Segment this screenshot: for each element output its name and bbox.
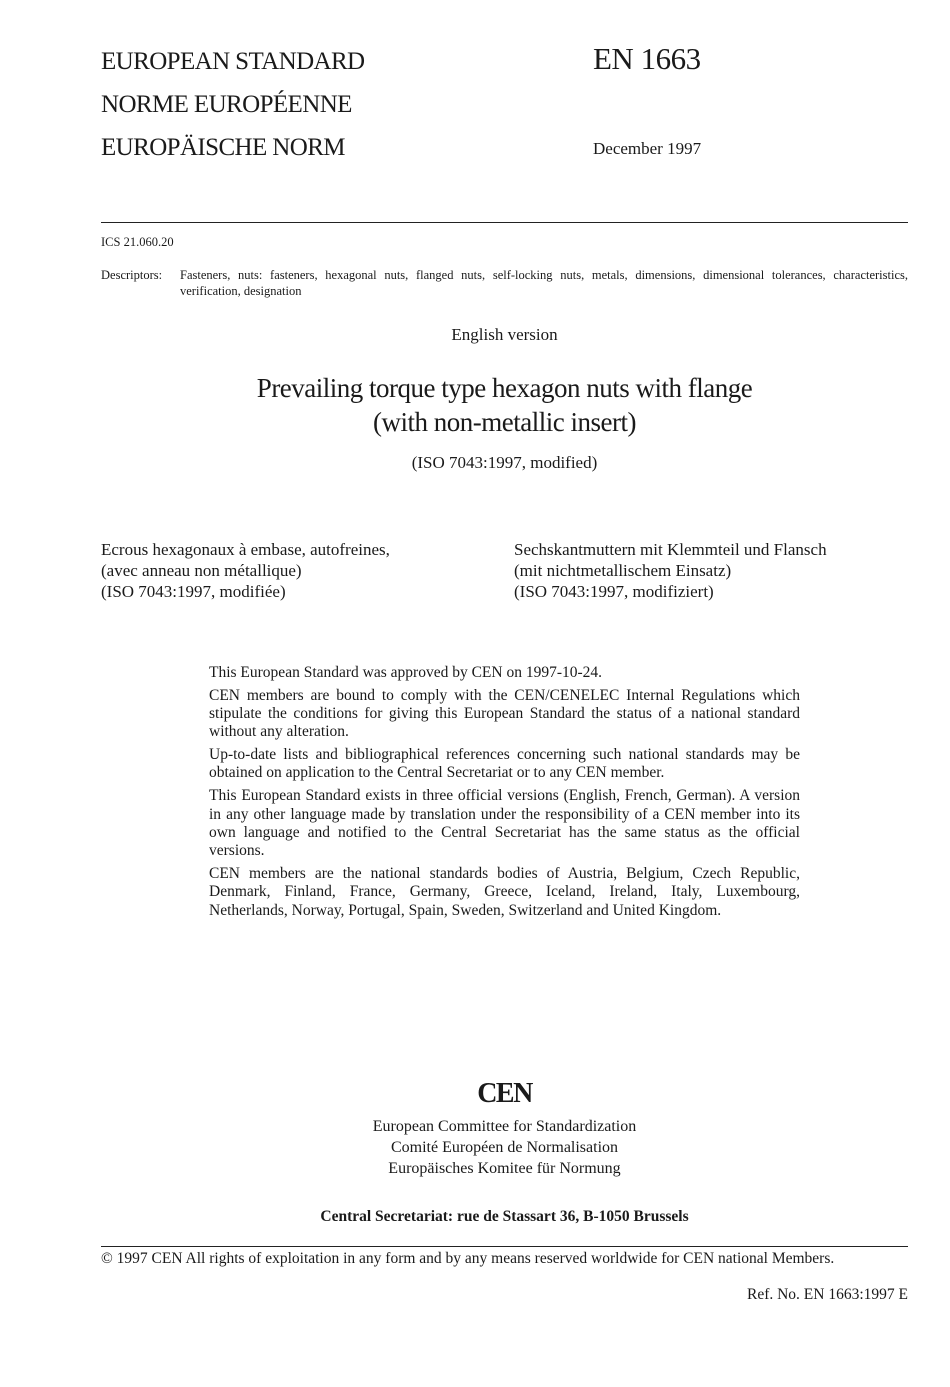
- title-line-2: (with non-metallic insert): [373, 407, 636, 437]
- body-paragraph: CEN members are bound to comply with the CEN/CENELEC Internal Regulations which stipulate the conditions for giving this European Standard the status of a national standard without any alteration.: [209, 686, 800, 741]
- french-title-line: (avec anneau non métallique): [101, 561, 302, 580]
- body-paragraph: CEN members are the national standards bodies of Austria, Belgium, Czech Republic, Denmark, Finland, France, Germany, Greece, Iceland, Ireland, Italy, Luxembourg, Netherlands, Norway, Portugal, Spain, Sweden, Switzerland and United Kingdom.: [209, 864, 800, 919]
- german-title-line: (ISO 7043:1997, modifiziert): [514, 582, 714, 601]
- cen-name-french: Comité Européen de Normalisation: [390, 1139, 619, 1156]
- reference-number: Ref. No. EN 1663:1997 E: [746, 1286, 908, 1303]
- cen-name-english: European Committee for Standardization: [372, 1118, 637, 1135]
- french-title-line: Ecrous hexagonaux à embase, autofreines,: [101, 540, 390, 559]
- approval-statement: [209, 664, 800, 924]
- descriptors-text: Fasteners, nuts: fasteners, hexagonal nuts, flanged nuts, self-locking nuts, metals, dimensions, dimensional tolerances, characteristics, verification, designation: [180, 268, 908, 298]
- standard-name-german: EUROPÄISCHE NORM: [101, 134, 345, 161]
- version-label: English version: [451, 325, 558, 344]
- german-title-line: (mit nichtmetallischem Einsatz): [514, 561, 732, 580]
- german-title: [514, 539, 827, 602]
- standard-name-french: NORME EUROPÉENNE: [101, 91, 352, 118]
- cen-name-german: Europäisches Komitee für Normung: [388, 1160, 621, 1177]
- title-line-1: Prevailing torque type hexagon nuts with flange: [256, 373, 753, 403]
- publication-date: December 1997: [593, 139, 702, 158]
- cen-logo: CEN: [477, 1078, 532, 1109]
- body-paragraph: This European Standard was approved by CEN on 1997-10-24.: [209, 664, 603, 681]
- french-title: [101, 539, 390, 602]
- descriptors-label: Descriptors:: [101, 268, 163, 282]
- central-secretariat: Central Secretariat: rue de Stassart 36, B-1050 Brussels: [320, 1208, 689, 1225]
- body-paragraph: Up-to-date lists and bibliographical references concerning such national standards may be obtained on application to the Central Secretariat or to any CEN member.: [209, 746, 800, 782]
- cen-names: [101, 1116, 908, 1179]
- title-reference: (ISO 7043:1997, modified): [411, 453, 598, 472]
- footer-divider: [101, 1246, 908, 1247]
- standard-number: EN 1663: [593, 41, 701, 76]
- german-title-line: Sechskantmuttern mit Klemmteil und Flansch: [514, 540, 827, 559]
- body-paragraph: This European Standard exists in three official versions (English, French, German). A version in any other language made by translation under the responsibility of a CEN member into its own language and notified to the Central Secretariat has the same status as the official versions.: [209, 787, 800, 860]
- copyright-notice: © 1997 CEN All rights of exploitation in any form and by any means reserved worldwide for CEN national Members.: [101, 1250, 835, 1267]
- ics-code: ICS 21.060.20: [101, 235, 174, 249]
- french-title-line: (ISO 7043:1997, modifiée): [101, 582, 286, 601]
- header-divider: [101, 222, 908, 223]
- standard-name-english: EUROPEAN STANDARD: [101, 48, 365, 75]
